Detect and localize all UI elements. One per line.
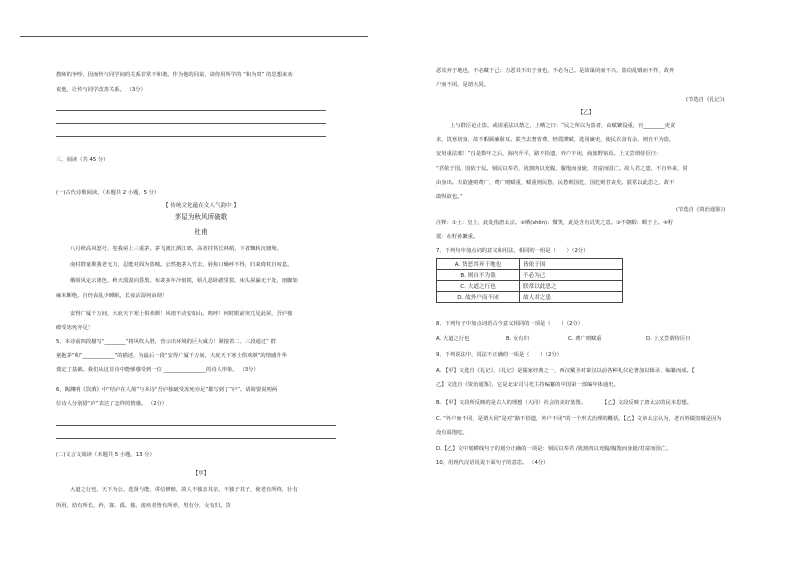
- question-10: 10、用现代汉语说说下面句子的意思。 （4分）: [436, 460, 549, 466]
- footnote-line: 注释：①上：皇上，此处指唐太宗。②哂(shěn)：微笑，此处含有讥笑之意。③不朝暇：暇于上。④籽: [436, 220, 674, 226]
- classical-section-heading: (二)文言文阅读（本题共 5 小题，13 分）: [56, 452, 155, 458]
- passage-yi-line: 上与群臣论止盗。或请重法以禁之，上哂之曰：“民之所以为盗者，由赋繁役重，官________吏贪: [450, 123, 676, 129]
- poem-question-header: (一)古代诗歌阅读。（本题共 2 小题，5 分）: [56, 190, 160, 196]
- passage-yi-line: 由身出。夫欲盛则费广，费广则赋重，赋重则民愁，民愁则国危，国危则君丧矣。朕常以此思之，故不: [436, 180, 675, 186]
- question-7: 7、下列句中加点词的意义和用法，相同的一组是（ ）（2分）: [436, 248, 589, 254]
- answer-line-5: [56, 438, 336, 439]
- passage-yi-label: 【乙】: [577, 110, 595, 116]
- question-8-option: A. 大道之行也: [436, 336, 470, 342]
- poem-line: 八月秋高风怒号，卷我屋上三重茅。茅飞渡江洒江郊，高者挂罥长林梢，下者飘转沉塘坳。: [70, 246, 282, 252]
- passage-jia-source: (节选自《礼记》): [686, 97, 725, 103]
- option-right: 故人君之患: [520, 292, 623, 303]
- question-9: 9、下列说法中，说法不正确的一项是（ ）（2分）: [436, 352, 562, 358]
- option-row: [437, 270, 623, 281]
- poem-line: 俄顷风定云墨色，秋天漠漠向昏黑。布衾多年冷似铁，娇儿恶卧踏里裂。床头屋漏无干处，雨脚如: [70, 278, 298, 284]
- poem-line: 安得广厦千万间，大庇天下寒士俱欢颜！风雨不动安如山。呜呼！何时眼前突兀见此屋，吾庐独: [70, 311, 293, 317]
- question-5-line: 奠定了基础。我们从这首诗中能够感受到一位 ________________的诗人形象。 （3分）: [56, 367, 259, 373]
- question-6-line: 6、陶渊明《饮酒》中“结庐在人境”与本诗“吾庐独破受冻死亦足”都写到了“庐”。请简要说明两: [56, 387, 278, 393]
- poem-line: 破受冻死亦足！: [56, 325, 94, 331]
- poem-line: 南村群童欺我老无力，忍能对面为盗贼。公然抱茅入竹去，唇焦口燥呼不得，归来倚杖自叹息。: [70, 262, 293, 268]
- question-8: 8、下列句子中加点词语古今意义相同的一项是（ ）（2分）: [436, 321, 584, 327]
- passage-jia-line: 恶其弃于地也，不必藏于己；力恶其不出于身也，不必为己。是故谋闭而不兴，盗窃乱贼而不作，故外: [436, 68, 675, 74]
- passage-yi-line: “君依于国，国依于民。刻民以奉君，犹割肉以充腹，腹饱而身毙，君富而国亡。故人君之患，不自外来，常: [436, 166, 688, 172]
- passage-jia-label: 【甲】: [192, 471, 210, 477]
- answer-line-3: [56, 136, 326, 137]
- passage-yi-line: 安用重法邪！”自是数年之后，海内升平，路不拾遗，外户不闭，商旅野宿焉。上又尝谓侍臣曰：: [436, 151, 662, 157]
- passage-yi-line: 求，饥寒切身，故不暇顾廉耻耳。朕当去奢省费，轻徭薄赋，选用廉吏，使民衣食有余，则自不为盗，: [436, 137, 675, 143]
- question-9-line: 没有温饱吃。: [436, 430, 468, 436]
- option-right: 皆依于国: [520, 259, 623, 270]
- option-row: [437, 259, 623, 270]
- question-5-line: 童抱茅”和“____________”的描述，为最后一段“安得广厦千万间，大庇天下寒士俱欢颜”的情感升华: [56, 353, 287, 359]
- option-row: [437, 292, 623, 303]
- question-9-line: C. “外户而不闭，是谓大同”是对“路不拾遗，外户不闭”的一个形式治理的概括。【乙】文章太宗认为，老百姓做盗贼是因为: [436, 416, 722, 422]
- poem-line: 麻未断绝。自经丧乱少睡眠，长夜沾湿何由彻！: [56, 293, 168, 299]
- question-8-option: B. 女有归: [506, 336, 529, 342]
- header-rule: [20, 36, 368, 37]
- option-left: B. 则自不为盗: [437, 270, 520, 281]
- option-right: 不必为己: [520, 270, 623, 281]
- footnote-line: 徭：在籽孙繁重。: [436, 234, 479, 240]
- option-left: A. 货恶其弃于地也: [437, 259, 520, 270]
- question-8-option: C. 费广则赋重: [568, 336, 602, 342]
- question-8-option: D. 上又尝谓侍臣曰: [646, 336, 691, 342]
- option-left: D. 故外户而不闭: [437, 292, 520, 303]
- answer-line-4: [56, 425, 336, 426]
- passage-jia-line: 大道之行也，天下为公。选贤与能，讲信修睦，故人不独亲其亲，不独子其子，使老有所终，壮有: [70, 487, 298, 493]
- question-5-line: 5、本诗前四段描写“________”将风吹入胜，营示出环境的巨大威力！紧接着二、三段通过“ 群: [56, 339, 276, 345]
- intro-line-1: 教师的争吵，因而传与同学间的关系非常不和谐。作为他的同桌，请你用所学的 “和为贵” 的思想来劝: [56, 72, 293, 78]
- question-7-options-table: [436, 258, 623, 303]
- intro-line-2: 说他，让传与同学改善关系。 （3分）: [56, 87, 146, 93]
- question-6-line: 位诗人分别借“庐”表达了怎样的情感。 （2分）: [56, 401, 168, 407]
- question-9-line: D.【乙】文中划横线句子的划分正确的一项是：刻民以奉君 /犹割肉以充腹/腹饱而身毙/君富而国亡。: [436, 446, 672, 452]
- passage-jia-line: 所用，幼有所长，矜、寡、孤、独、废疾者皆有所养，男有分，女有归。货: [56, 503, 231, 509]
- poem-author: 杜甫: [194, 228, 208, 236]
- passage-jia-line: 户而不闭，是谓大同。: [436, 82, 489, 88]
- option-right: 朕常以此思之: [520, 281, 623, 292]
- option-left: C. 大道之行也: [437, 281, 520, 292]
- poem-title: 茅屋为秋风所破歌: [174, 213, 228, 221]
- question-9-line: A. 【甲】文选自《礼记》，《礼记》是儒家经典之一，西汉戴圣对秦汉以前各种礼仪论著加以辑录、编纂而成。【: [436, 368, 695, 374]
- question-9-line: 乙】文选自《资治通鉴》，它是北宋司马光主持编纂的中国第一部编年体通史。: [436, 382, 619, 388]
- section-reading-heading: 三、阅读（共 45 分）: [56, 157, 109, 163]
- passage-yi-source: (节选自《资治通鉴》): [676, 207, 726, 213]
- option-row: [437, 281, 623, 292]
- poem-intro: 【 传统文化蕴在文人气韵中 】: [162, 203, 240, 209]
- question-9-line: B. 【甲】文段所反映的是古人的理想（大同）社会的美好蓝图。 【乙】文段反映了唐太宗的民本思想。: [436, 400, 692, 406]
- answer-line-1: [56, 110, 326, 111]
- passage-yi-line: 敢纵欲也。”: [436, 194, 463, 200]
- answer-line-2: [56, 123, 326, 124]
